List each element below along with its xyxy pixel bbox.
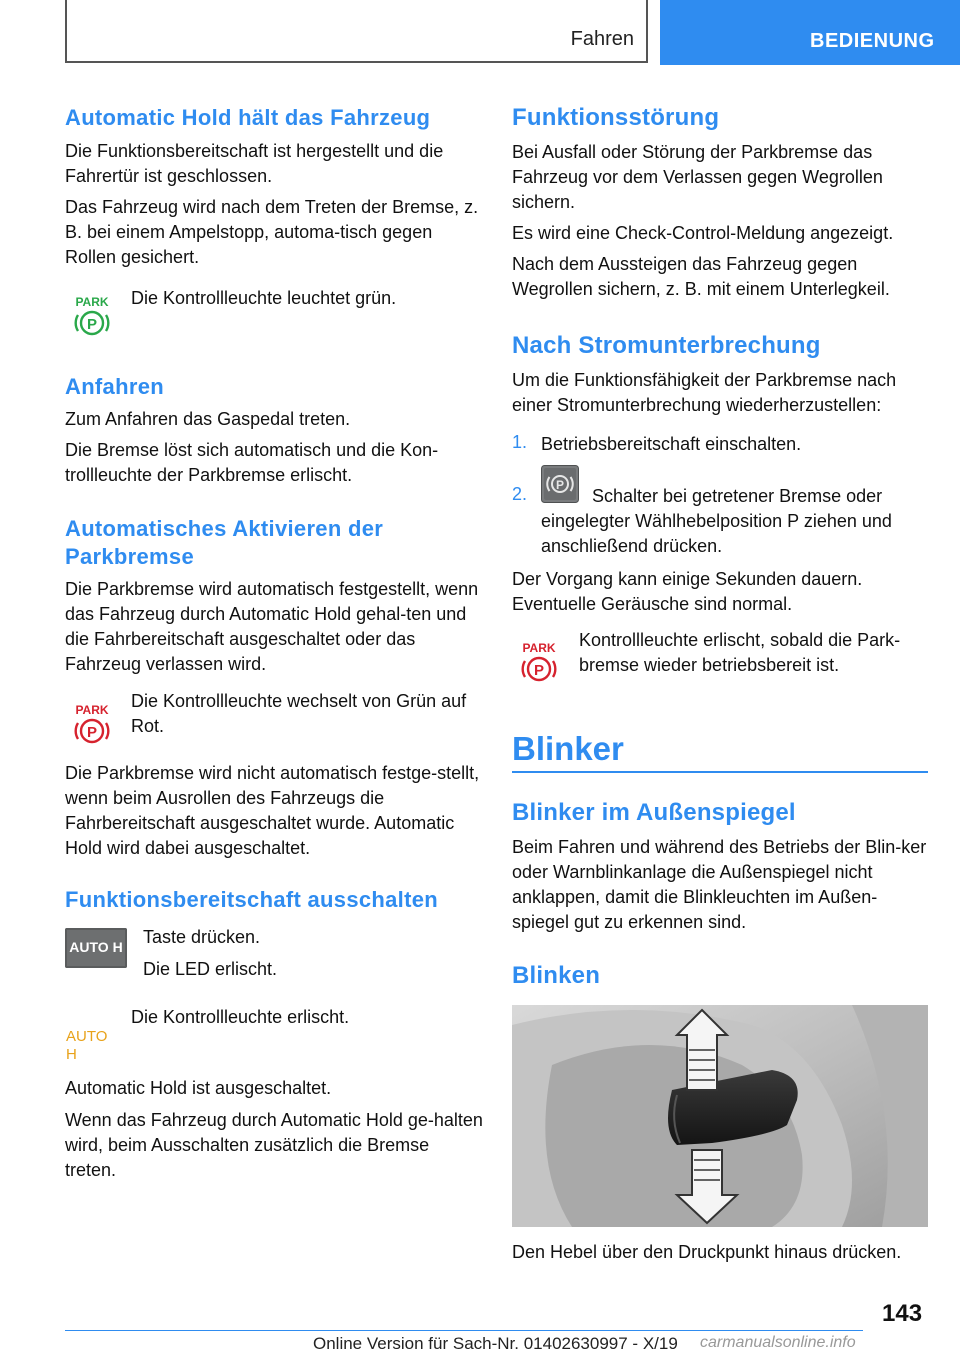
right-section-stromunterbrechung [512,332,928,418]
auto-h-button-label: AUTO H [69,939,123,955]
paragraph: Die Funktionsbereitschaft ist hergestellt und die Fahrertür ist geschlossen. [65,141,444,186]
paragraph: Zum Anfahren das Gaspedal treten. [65,409,351,429]
indicator-note: Kontrollleuchte erlischt, sobald die Park-bremse wieder betriebsbereit ist. [579,630,901,675]
section-title: Nach Stromunterbrechung [512,332,821,359]
turn-signal-lever-illustration [512,1005,928,1227]
left-section-auto-activation [65,515,483,677]
chapter-divider [512,771,928,773]
svg-text:PARK: PARK [75,703,109,717]
list-number: 2. [512,484,528,504]
section-title: Anfahren [65,374,164,399]
svg-text:P: P [533,662,545,679]
paragraph: Um die Funktionsfähigkeit der Parkbremse nach einer Stromunterbrechung wiederherzustellen: [512,370,897,415]
header-section-label: Fahren [570,28,634,50]
footer-divider [65,1330,863,1331]
auto-h-button-icon [65,928,127,968]
section-title: Blinker im Außenspiegel [512,799,796,826]
step-text: Taste drücken. [143,927,261,947]
section-title: Automatisches Aktivieren der Parkbremse [65,516,384,569]
svg-text:P: P [86,724,98,741]
paragraph: Bei Ausfall oder Störung der Parkbremse das Fahrzeug vor dem Verlassen gegen Wegrollen sichern. [512,142,883,212]
figure-caption: Den Hebel über den Druckpunkt hinaus drücken. [512,1242,902,1262]
indicator-note: Die Kontrollleuchte erlischt. [131,1007,350,1027]
park-red-indicator-icon [518,640,560,684]
paragraph: Beim Fahren und während des Betriebs der Blin-ker oder Warnblinkanlage die Außenspiegel nicht anklappen, damit die Blinkleuchten im Außen-spiegel gut zu erkennen sind. [512,837,927,932]
paragraph: Die Bremse löst sich automatisch und die Kon-trollleuchte der Parkbremse erlischt. [65,440,439,485]
auto-h-indicator-icon [66,1028,122,1063]
paragraph: Der Vorgang kann einige Sekunden dauern. Eventuelle Geräusche sind normal. [512,569,863,614]
indicator-note: Die Kontrollleuchte leuchtet grün. [131,288,397,308]
chapter-title: Blinker [512,730,624,767]
paragraph: Die Parkbremse wird nicht automatisch festge-stellt, wenn beim Ausrollen des Fahrzeugs die Fahrbereitschaft ausgeschaltet wurde. Automatic Hold wird dabei ausgeschaltet. [65,763,480,858]
park-red-indicator-icon [71,702,113,746]
header-chapter-label: BEDIENUNG [810,30,935,52]
indicator-note: Die Kontrollleuchte wechselt von Grün auf Rot. [131,691,467,736]
left-section-automatic-hold [65,104,485,270]
header-section-tab [65,0,648,63]
paragraph: Nach dem Aussteigen das Fahrzeug gegen Wegrollen sichern, z. B. mit einem Unterlegkeil. [512,254,890,299]
paragraph: Die Parkbremse wird automatisch festgestellt, wenn das Fahrzeug durch Automatic Hold gehal-ten und die Fahrbereitschaft ausgeschaltet oder das Fahrzeug verlassen wird. [65,579,479,674]
paragraph: Wenn das Fahrzeug durch Automatic Hold ge-halten wird, beim Ausschalten zusätzlich die Bremse treten. [65,1110,483,1180]
list-item-text: Betriebsbereitschaft einschalten. [541,434,802,454]
list-number: 1. [512,432,528,452]
right-section-funktionsstoerung [512,104,928,302]
section-title: Funktionsbereitschaft ausschalten [65,887,438,912]
svg-text:PARK: PARK [522,641,556,655]
header-chapter-tab [660,0,960,65]
svg-text:PARK: PARK [75,295,109,309]
right-section-blinker-spiegel [512,799,928,935]
left-section-anfahren [65,373,485,488]
footer-version-text: Online Version für Sach-Nr. 01402630997 - X/19 [313,1334,678,1353]
paragraph: Es wird eine Check-Control-Meldung angezeigt. [512,223,894,243]
watermark: carmanualsonline.info [700,1334,856,1351]
list-item-text: eingelegter Wählhebelposition P ziehen und anschließend drücken. [541,511,892,556]
parking-brake-switch-icon [541,465,579,503]
section-title: Blinken [512,962,601,989]
paragraph: Das Fahrzeug wird nach dem Treten der Bremse, z. B. bei einem Ampelstopp, automa-tisch gegen Rollen gesichert. [65,197,479,267]
section-title: Automatic Hold hält das Fahrzeug [65,105,431,130]
list-item-text: Schalter bei getretener Bremse oder [592,486,883,506]
park-green-indicator-icon [71,294,113,338]
svg-text:P: P [555,478,565,492]
auto-h-indicator-label: AUTO H [66,1028,108,1063]
paragraph: Automatic Hold ist ausgeschaltet. [65,1078,332,1098]
page-number: 143 [882,1300,923,1327]
step-text: Die LED erlischt. [143,959,278,979]
section-title: Funktionsstörung [512,104,720,131]
svg-text:P: P [86,316,98,333]
